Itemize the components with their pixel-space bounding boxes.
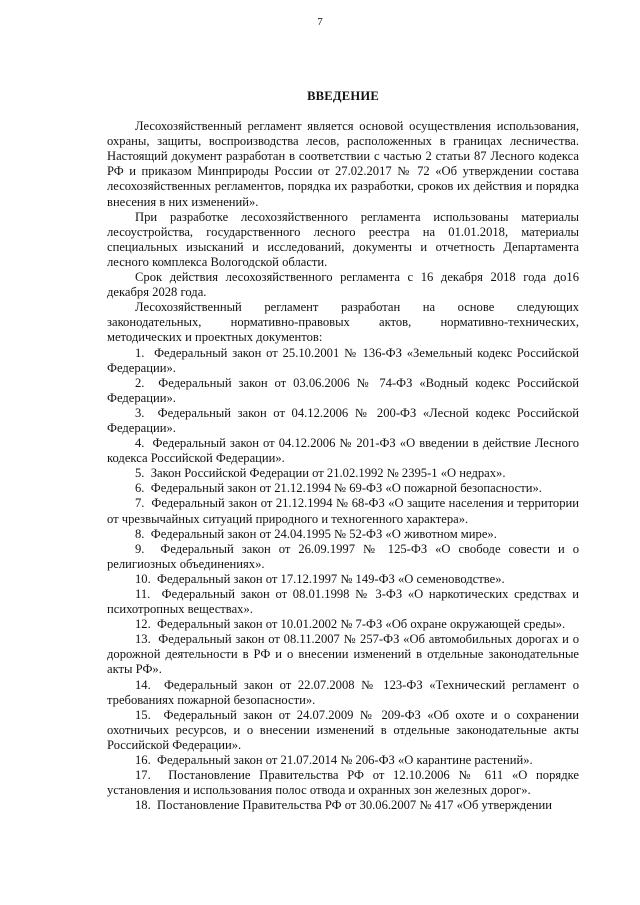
list-item: 14. Федеральный закон от 22.07.2008 № 123-ФЗ «Технический регламент о требованиях пожарной безопасности». [107,677,579,707]
list-item: 18. Постановление Правительства РФ от 30.06.2007 № 417 «Об утверждении [135,798,553,813]
list-item: 5. Закон Российской Федерации от 21.02.1992 № 2395-1 «О недрах». [135,466,506,481]
page-number: 7 [317,16,323,28]
list-item: 9. Федеральный закон от 26.09.1997 № 125-ФЗ «О свободе совести и о религиозных объединениях». [107,541,579,571]
list-item: 4. Федеральный закон от 04.12.2006 № 201-ФЗ «О введении в действие Лесного кодекса Российской Федерации». [107,436,579,466]
document-body [107,89,579,813]
list-item: 3. Федеральный закон от 04.12.2006 № 200-ФЗ «Лесной кодекс Российской Федерации». [107,405,579,435]
validity-paragraph: Срок действия лесохозяйственного регламента с 16 декабря 2018 года до16 декабря 2028 года. [107,270,579,300]
list-item: 15. Федеральный закон от 24.07.2009 № 209-ФЗ «Об охоте и о сохранении охотничьих ресурсов, и о внесении изменений в отдельные законодательные акты Российской Федерации». [107,707,579,752]
list-item: 2. Федеральный закон от 03.06.2006 № 74-ФЗ «Водный кодекс Российской Федерации». [107,375,579,405]
list-item: 10. Федеральный закон от 17.12.1997 № 149-ФЗ «О семеноводстве». [135,571,505,586]
list-item: 7. Федеральный закон от 21.12.1994 № 68-ФЗ «О защите населения и территории от чрезвычайных ситуаций природного и техногенного характера». [107,496,579,526]
list-item: 17. Постановление Правительства РФ от 12.10.2006 № 611 «О порядке установления и использования полос отвода и охранных зон железных дорог». [107,768,579,798]
list-item: 16. Федеральный закон от 21.07.2014 № 206-ФЗ «О карантине растений». [135,753,533,768]
intro-paragraph: Лесохозяйственный регламент является основой осуществления использования, охраны, защиты, воспроизводства лесов, расположенных в границах лесничества. Настоящий документ разработан в соответствии с частью 2 статьи 87 Лесного кодекса РФ и приказом Минприроды России от 27.02.2017 № 72 «Об утверждении состава лесохозяйственных регламентов, порядка их разработки, сроков их действия и порядка внесения в них изменений». [107,119,579,209]
list-item: 12. Федеральный закон от 10.01.2002 № 7-ФЗ «Об охране окружающей среды». [135,617,566,632]
section-heading: ВВЕДЕНИЕ [307,89,379,103]
list-item: 1. Федеральный закон от 25.10.2001 № 136-ФЗ «Земельный кодекс Российской Федерации». [107,345,579,375]
list-item: 13. Федеральный закон от 08.11.2007 № 257-ФЗ «Об автомобильных дорогах и о дорожной деятельности в РФ и о внесении изменений в отдельные законодательные акты РФ». [107,632,579,677]
list-item: 6. Федеральный закон от 21.12.1994 № 69-ФЗ «О пожарной безопасности». [135,481,542,496]
sources-paragraph: При разработке лесохозяйственного регламента использованы материалы лесоустройства, государственного лесного реестра на 01.01.2018, материалы специальных изысканий и исследований, документы и отчетность Департамента лесного комплекса Вологодской области. [107,209,579,269]
legal-acts-list [107,346,579,814]
list-item: 8. Федеральный закон от 24.04.1995 № 52-ФЗ «О животном мире». [135,526,497,541]
basis-paragraph: Лесохозяйственный регламент разработан на основе следующих законодательных, нормативно-правовых актов, нормативно-технических, методических и проектных документов: [107,300,579,345]
list-item: 11. Федеральный закон от 08.01.1998 № 3-ФЗ «О наркотических средствах и психотропных веществах». [107,587,579,617]
